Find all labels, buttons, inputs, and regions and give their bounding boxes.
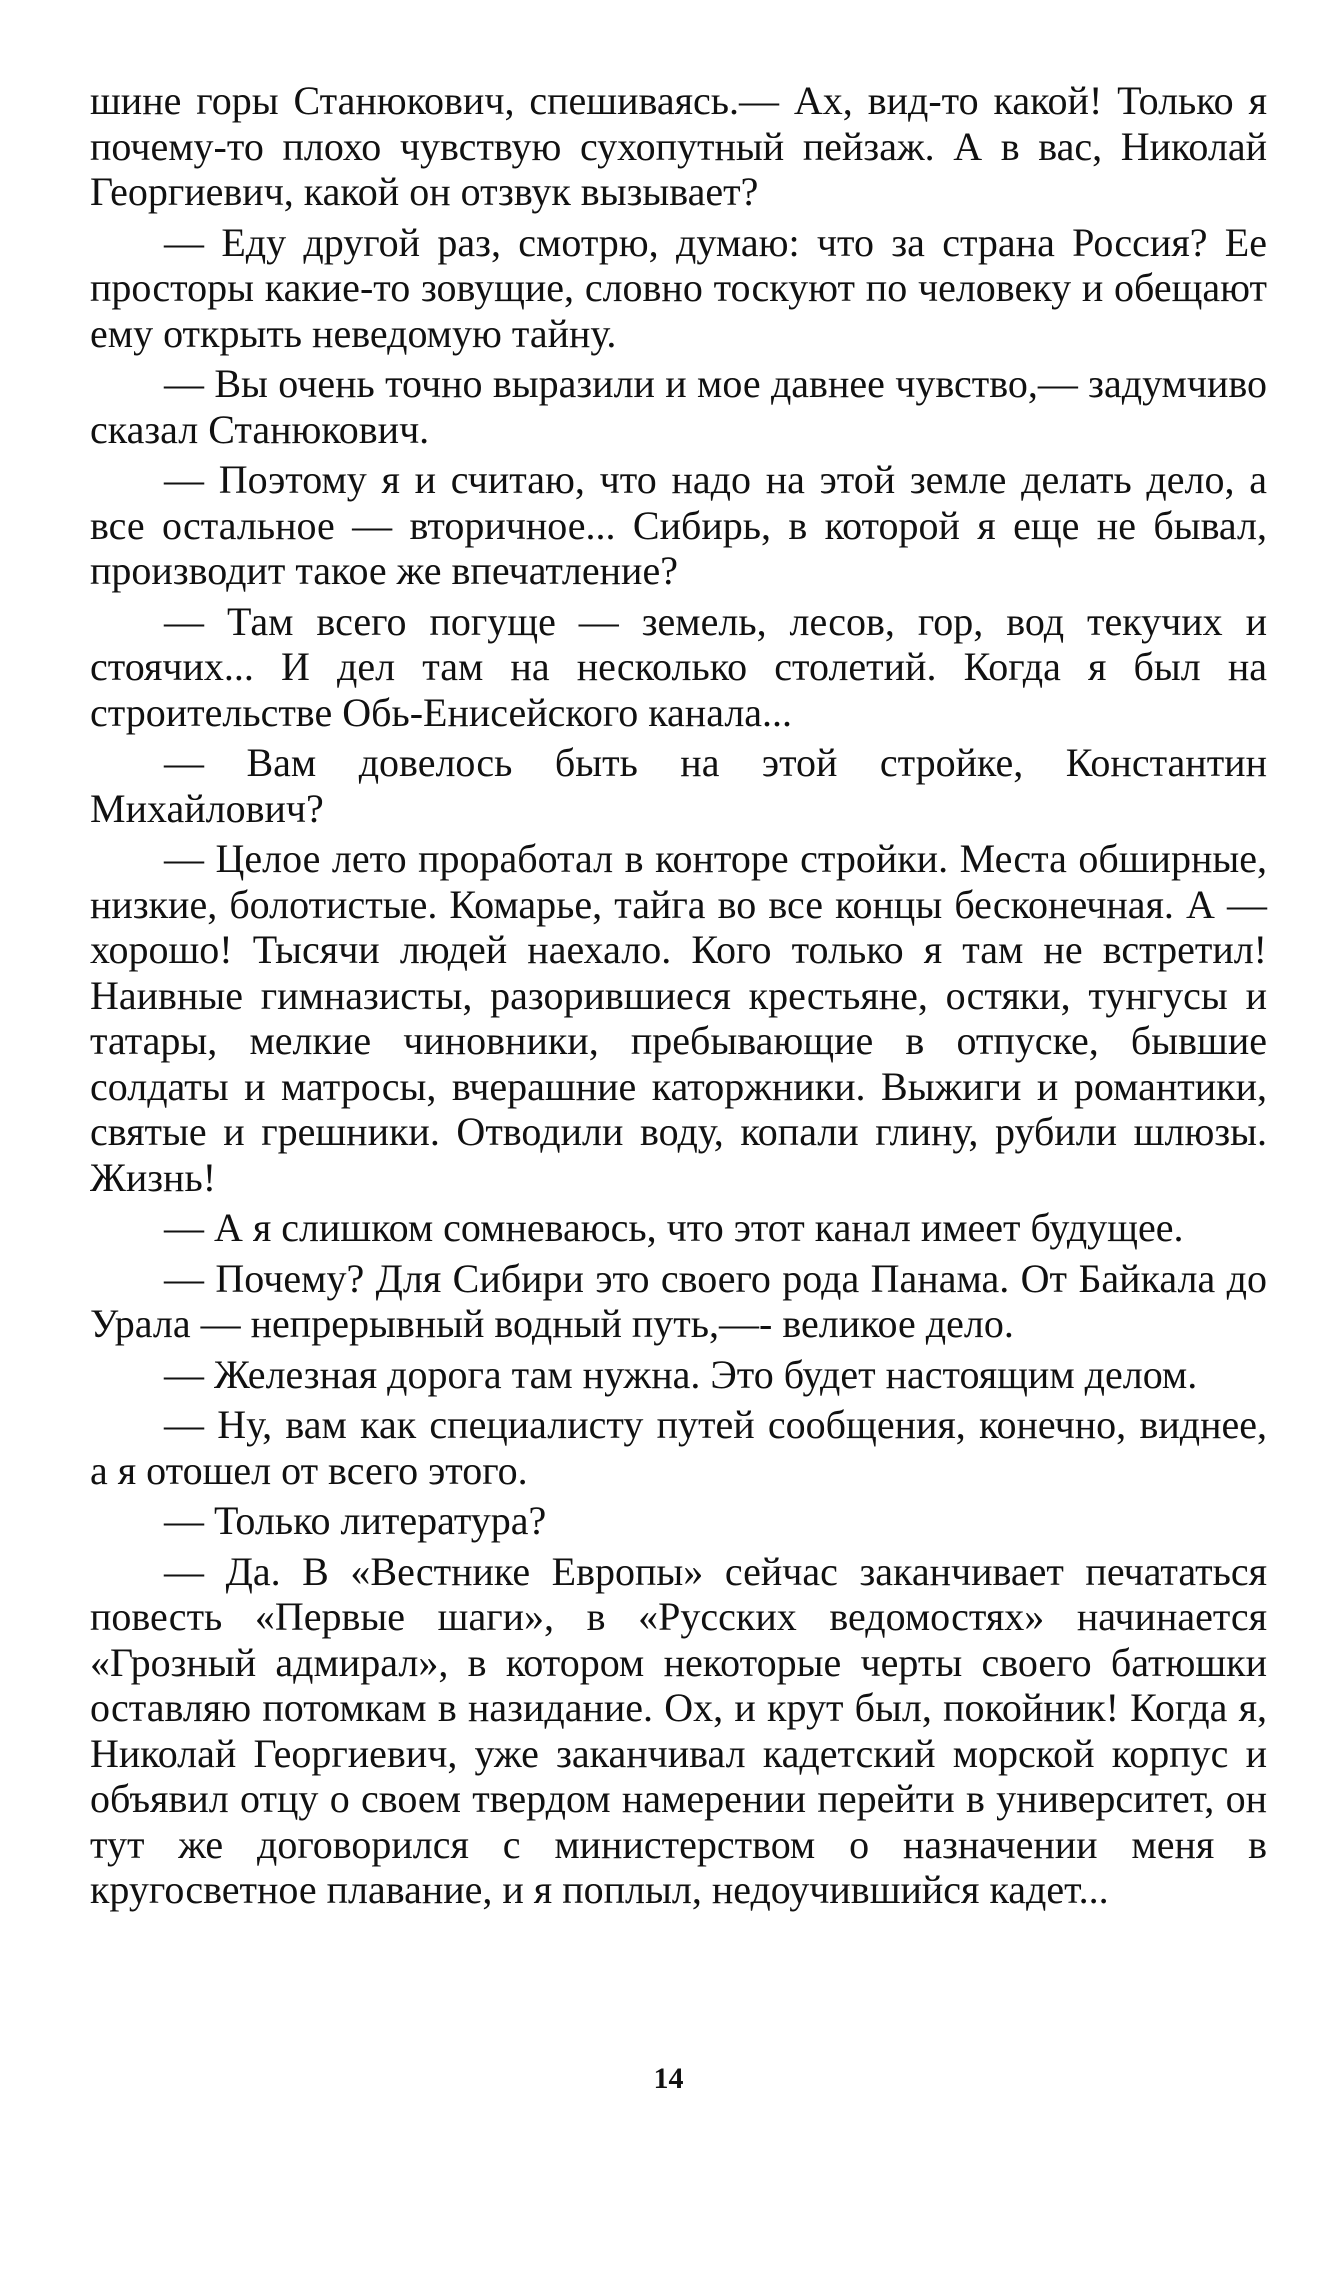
paragraph-10: — Железная дорога там нужна. Это будет настоящим делом. <box>164 1351 1198 1397</box>
paragraph-13: — Да. В «Вестнике Европы» сейчас заканчивает печататься повесть «Первые шаги», в «Русских ведомостях» начинается «Грозный адмирал», в котором некоторые черты своего батюшки оставляю потомкам в назидание. Ох, и крут был, покойник! Когда я, Николай Георгиевич, уже заканчивал кадетский морской корпус и объявил отцу о своем твердом намерении перейти в университет, он тут же договорился с министерством о назначении меня в кругосветное плавание, и я поплыл, недоучившийся кадет... <box>90 1548 1267 1912</box>
paragraph-6: — Вам довелось быть на этой стройке, Константин Михайлович? <box>90 740 1267 831</box>
paragraph-3: — Вы очень точно выразили и мое давнее чувство,— задумчиво сказал Станюкович. <box>90 361 1267 452</box>
paragraph-2: — Еду другой раз, смотрю, думаю: что за страна Россия? Ее просторы какие-то зовущие, словно тоскуют по человеку и обещают ему открыть неведомую тайну. <box>90 219 1267 356</box>
paragraph-9: — Почему? Для Сибири это своего рода Панама. От Байкала до Урала — непрерывный водный путь,—- великое дело. <box>90 1255 1267 1346</box>
paragraph-5: — Там всего погуще — земель, лесов, гор, вод текучих и стоячих... И дел там на несколько столетий. Когда я был на строительстве Обь-Енисейского канала... <box>90 598 1267 735</box>
paragraph-11: — Ну, вам как специалисту путей сообщения, конечно, виднее, а я отошел от всего этого. <box>90 1402 1267 1493</box>
paragraph-8: — А я слишком сомневаюсь, что этот канал имеет будущее. <box>164 1205 1184 1250</box>
book-page-text <box>90 78 1267 1918</box>
paragraph-12: — Только литература? <box>164 1498 547 1543</box>
paragraph-4: — Поэтому я и считаю, что надо на этой земле делать дело, а все остальное — вторичное... Сибирь, в которой я еще не бывал, производит такое же впечатление? <box>90 457 1267 593</box>
paragraph-7: — Целое лето проработал в конторе стройки. Места обширные, низкие, болотистые. Комарье, тайга во все концы бесконечная. А — хорошо! Тысячи людей наехало. Кого только я там не встретил! Наивные гимназисты, разорившиеся крестьяне, остяки, тунгусы и татары, мелкие чиновники, пребывающие в отпуске, бывшие солдаты и матросы, вчерашние каторжники. Выжиги и романтики, святые и грешники. Отводили воду, копали глину, рубили шлюзы. Жизнь! <box>90 836 1267 1200</box>
page-number: 14 <box>653 2062 684 2095</box>
paragraph-1: шине горы Станюкович, спешиваясь.— Ах, вид-то какой! Только я почему-то плохо чувствую сухопутный пейзаж. А в вас, Николай Георгиевич, какой он отзвук вызывает? <box>90 78 1267 214</box>
